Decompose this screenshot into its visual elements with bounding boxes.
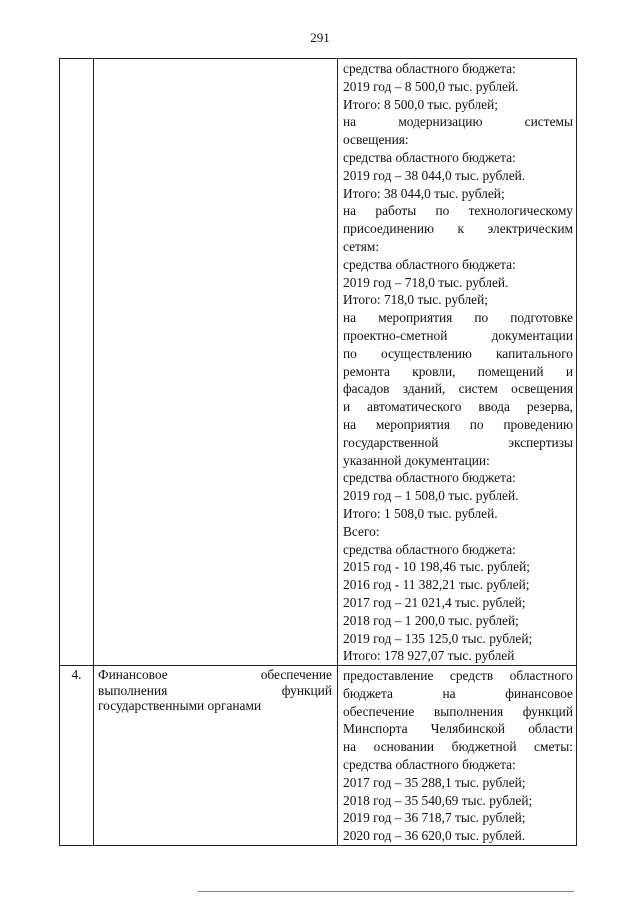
page-number: 291 [310, 30, 330, 45]
text-line: 2019 год – 8 500,0 тыс. рублей. [343, 78, 519, 94]
text-line: на мероприятия по проведению [343, 416, 573, 432]
text-line: проектно-сметной документации [343, 327, 573, 343]
text-line: 2017 год – 21 021,4 тыс. рублей; [343, 594, 526, 610]
row-funding-cell [338, 59, 577, 666]
text-line: Всего: [343, 523, 380, 539]
text-line: ремонта кровли, помещений и [343, 363, 573, 379]
text-line: Итого: 1 508,0 тыс. рублей. [343, 505, 498, 521]
text-line: указанной документации: [343, 452, 490, 468]
text-line: 2017 год – 35 288,1 тыс. рублей; [343, 774, 526, 790]
text-line: 2016 год - 11 382,21 тыс. рублей; [343, 577, 530, 593]
footer-rule [198, 891, 574, 892]
table-row [60, 666, 577, 846]
text-line: государственной экспертизы [343, 434, 573, 450]
text-line: 2019 год – 38 044,0 тыс. рублей. [343, 167, 526, 183]
text-line: освещения: [343, 132, 409, 148]
text-line: Финансовое обеспечение [98, 667, 332, 683]
program-table [59, 58, 577, 846]
text-line: средства областного бюджета: [343, 149, 516, 165]
row-number-cell: 4. [60, 666, 94, 846]
text-line: государственными органами [98, 698, 262, 714]
row-description-cell [94, 59, 338, 666]
text-line: 2019 год – 36 718,7 тыс. рублей; [343, 810, 526, 826]
text-line: фасадов зданий, систем освещения [343, 381, 573, 397]
row-funding-cell [338, 666, 577, 846]
text-line: выполнения функций [98, 682, 332, 698]
text-line: 2018 год – 1 200,0 тыс. рублей; [343, 612, 519, 628]
text-line: Итого: 718,0 тыс. рублей; [343, 292, 488, 308]
row-number-cell [60, 59, 94, 666]
text-line: Итого: 38 044,0 тыс. рублей; [343, 185, 505, 201]
text-line: бюджета на финансовое [343, 685, 573, 701]
text-line: на работы по технологическому [343, 203, 573, 219]
text-line: средства областного бюджета: [343, 470, 516, 486]
text-line: средства областного бюджета: [343, 256, 516, 272]
text-line: Итого: 178 927,07 тыс. рублей [343, 648, 515, 664]
text-line: обеспечение выполнения функций [343, 703, 573, 719]
text-line: на модернизацию системы [343, 114, 573, 130]
text-line: предоставление средств областного [343, 668, 573, 684]
text-line: на мероприятия по подготовке [343, 310, 573, 326]
text-line: 2019 год – 1 508,0 тыс. рублей. [343, 488, 519, 504]
text-line: средства областного бюджета: [343, 61, 516, 76]
text-line: средства областного бюджета: [343, 757, 516, 773]
table-row [60, 59, 577, 666]
text-line: 2018 год – 35 540,69 тыс. рублей; [343, 792, 533, 808]
text-line: 2015 год - 10 198,46 тыс. рублей; [343, 559, 530, 575]
text-line: 2020 год – 36 620,0 тыс. рублей. [343, 828, 526, 844]
row-description-cell [94, 666, 338, 846]
text-line: средства областного бюджета: [343, 541, 516, 557]
text-line: присоединению к электрическим [343, 221, 573, 237]
text-line: 2019 год – 135 125,0 тыс. рублей; [343, 630, 533, 646]
text-line: Минспорта Челябинской области [343, 721, 573, 737]
text-line: по осуществлению капитального [343, 345, 573, 361]
text-line: и автоматического ввода резерва, [343, 399, 573, 415]
text-line: на основании бюджетной сметы: [343, 739, 573, 755]
text-line: 2019 год – 718,0 тыс. рублей. [343, 274, 509, 290]
text-line: сетям: [343, 238, 380, 254]
text-line: Итого: 8 500,0 тыс. рублей; [343, 96, 498, 112]
